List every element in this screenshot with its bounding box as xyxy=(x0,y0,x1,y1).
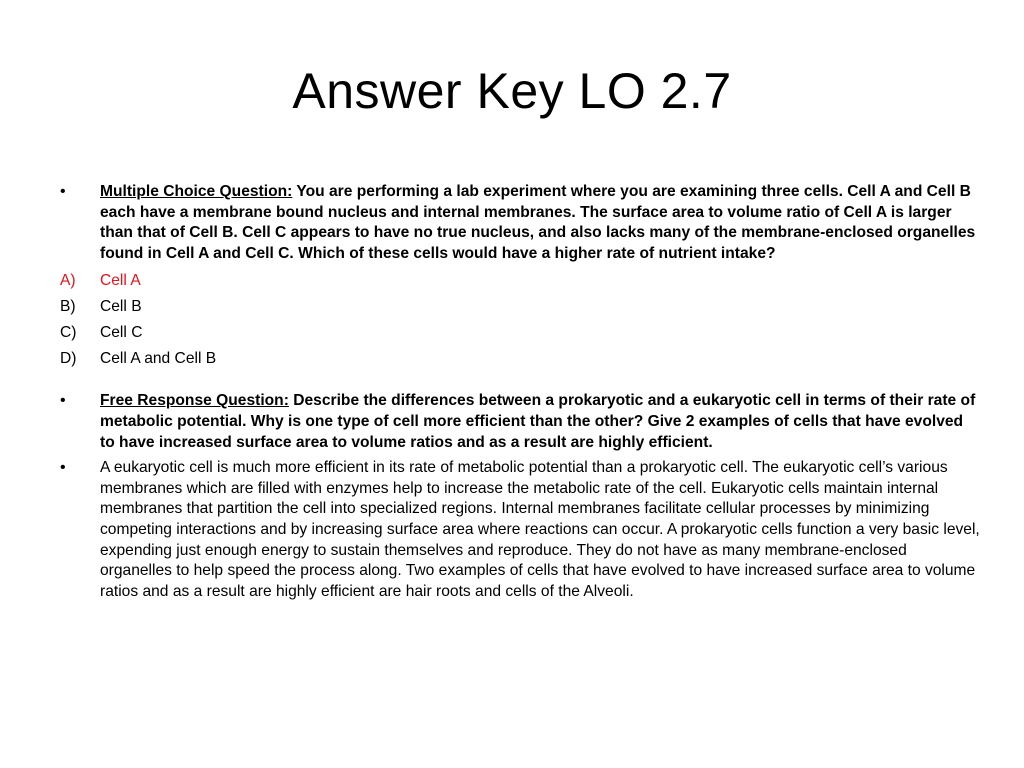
option-letter: A) xyxy=(60,272,76,290)
mcq-text: You are performing a lab experiment where you are examining three cells. Cell A and Cell B each have a membrane bound nucleus and internal membranes. The surface area to volume ratio of Cell A is larger than that of Cell B. Cell C appears to have no true nucleus, and also lacks many of the membrane-enclosed organelles found in Cell A and Cell C. Which of these cells would have a higher rate of nutrient intake? xyxy=(100,183,976,262)
mcq-label: Multiple Choice Question: xyxy=(100,183,293,200)
mcq-question xyxy=(100,182,980,264)
mcq-option-d xyxy=(60,346,980,372)
bullet-icon: • xyxy=(60,459,66,477)
bullet-icon: • xyxy=(60,183,66,200)
option-text: Cell B xyxy=(100,298,142,316)
mcq-bullet xyxy=(60,182,980,264)
option-text: Cell C xyxy=(100,324,143,342)
answer-bullet xyxy=(60,458,980,602)
frq-bullet xyxy=(60,391,980,453)
frq-label: Free Response Question: xyxy=(100,392,289,410)
option-letter: B) xyxy=(60,298,76,316)
bullet-icon: • xyxy=(60,392,66,410)
option-text: Cell A and Cell B xyxy=(100,350,217,368)
mcq-option-a xyxy=(60,268,980,294)
mcq-option-c xyxy=(60,320,980,346)
option-letter: C) xyxy=(60,324,77,342)
option-letter: D) xyxy=(60,350,77,368)
mcq-option-b xyxy=(60,294,980,320)
option-text: Cell A xyxy=(100,272,141,290)
frq-question xyxy=(100,391,980,453)
frq-text: Describe the differences between a prokaryotic and a eukaryotic cell in terms of their rate of metabolic potential. Why is one type of cell more efficient than the other? Give 2 examples of cells that have evolved to have increased surface area to volume ratios and as a result are highly efficient. xyxy=(100,392,976,451)
slide-title: Answer Key LO 2.7 xyxy=(292,63,732,119)
slide-body xyxy=(60,182,980,602)
answer-text: A eukaryotic cell is much more efficient in its rate of metabolic potential than a prokaryotic cell. The eukaryotic cell’s various membranes which are filled with enzymes help to increase the metabolic rate of the cell. Eukaryotic cells maintain internal membranes that partition the cell into specialized regions. Internal membranes facilitate cellular processes by minimizing competing interactions and by increasing surface area where reactions can occur. A prokaryotic cells function a very basic level, expending just enough energy to sustain themselves and reproduce. They do not have as many membrane-enclosed organelles to help speed the process along. Two examples of cells that have evolved to have increased surface area to volume ratios and as a result are highly efficient are hair roots and cells of the Alveoli. xyxy=(100,459,980,600)
